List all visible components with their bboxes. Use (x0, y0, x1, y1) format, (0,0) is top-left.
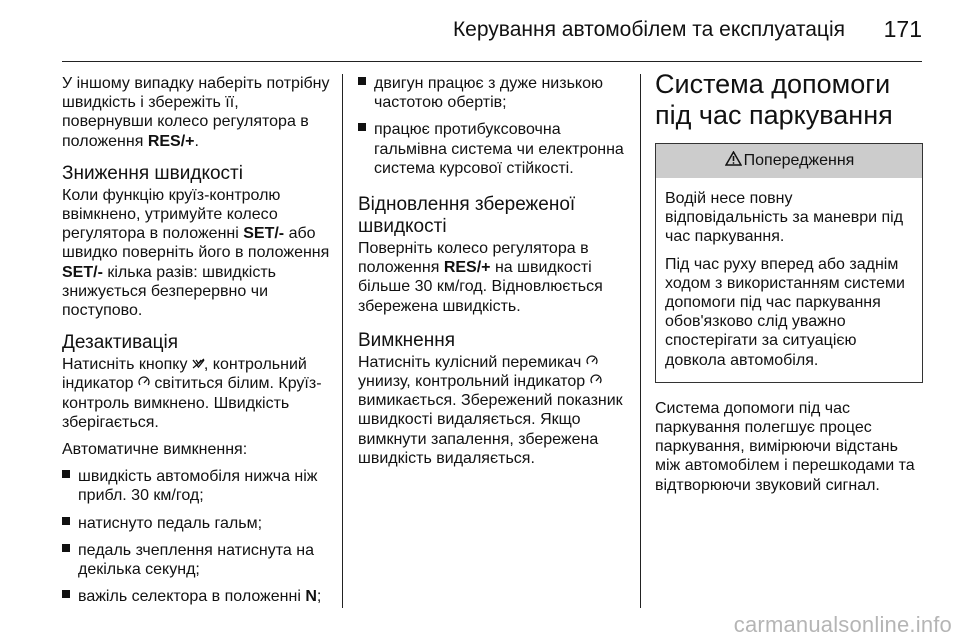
section-heading-restore: Відновлення збереженої швидкості (358, 194, 576, 238)
page-header (0, 0, 960, 60)
column-1 (62, 74, 332, 614)
section-heading-off: Вимкнення (358, 329, 455, 351)
off-paragraph: Натисніть кулісний перемикач униизу, контрольний індикатор вимикається. Збережений показник швидкості видаляється. Якщо вимкнути запалення, збережена швидкість видаляється. (358, 353, 623, 467)
auto-off-label: Автоматичне вимкнення: (62, 441, 248, 459)
cruise-control-icon (586, 353, 598, 372)
watermark: carmanualsonline.info (733, 612, 952, 637)
list-item: працює протибуксовочна гальмівна система чи електронна система курсової стійкості. (358, 120, 626, 178)
speed-down-paragraph: Коли функцію круїз-контролю ввімкнено, утримуйте колесо регулятора в положенні SET/- або швидко поверніть його в положення SET/- кілька разів: швидкість знижується безперервно чи поступово. (62, 186, 330, 320)
parking-assist-paragraph: Система допомоги під час паркування полегшує процес паркування, вимірюючи відстань між автомобілем і перешкодами та відтворюючи звуковий сигнал. (655, 399, 915, 494)
list-item: важіль селектора в положенні N; (62, 587, 332, 606)
column-2 (358, 74, 626, 476)
list-item: педаль зчеплення натиснута на декілька секунд; (62, 541, 332, 579)
header-rule (62, 61, 922, 62)
list-item: швидкість автомобіля нижча ніж прибл. 30 км/год; (62, 467, 332, 505)
warning-paragraph: Під час руху вперед або заднім ходом з використанням системи допомоги під час паркування обов'язково слід уважно спостерігати за ситуацією довкола автомобіля. (665, 255, 905, 369)
warning-paragraph: Водій несе повну відповідальність за маневри під час паркування. (665, 190, 904, 246)
cruise-control-icon (590, 372, 602, 391)
warning-triangle-icon (724, 145, 744, 179)
column-3 (655, 69, 923, 503)
section-title-parking-assist: Система допомоги під час паркування (655, 69, 893, 130)
cruise-cancel-icon (192, 355, 204, 374)
warning-header (656, 144, 922, 178)
page-number: 171 (883, 16, 922, 42)
auto-off-list-continued (358, 74, 626, 178)
auto-off-list (62, 467, 332, 606)
cruise-control-icon (138, 374, 150, 393)
section-heading-deactivation: Дезактивація (62, 332, 178, 354)
list-item: двигун працює з дуже низькою частотою обертів; (358, 74, 626, 112)
running-title: Керування автомобілем та експлуатація (452, 18, 845, 41)
list-item: натиснуто педаль гальм; (62, 514, 332, 533)
column-divider (640, 74, 641, 608)
warning-box (655, 143, 923, 383)
deactivation-paragraph: Натисніть кнопку , контрольний індикатор світиться білим. Круїз-контроль вимкнено. Швидкість зберігається. (62, 356, 322, 431)
section-heading-speed-down: Зниження швидкості (62, 162, 243, 184)
warning-body (656, 178, 922, 382)
restore-paragraph: Поверніть колесо регулятора в положення RES/+ на швидкості більше 30 км/год. Відновлюється збережена швидкість. (358, 240, 603, 315)
column-divider (342, 74, 343, 608)
warning-label: Попередження (743, 152, 855, 169)
intro-paragraph: У іншому випадку наберіть потрібну швидкість і збережіть її, повернувши колесо регулятора в положення RES/+. (62, 75, 330, 150)
